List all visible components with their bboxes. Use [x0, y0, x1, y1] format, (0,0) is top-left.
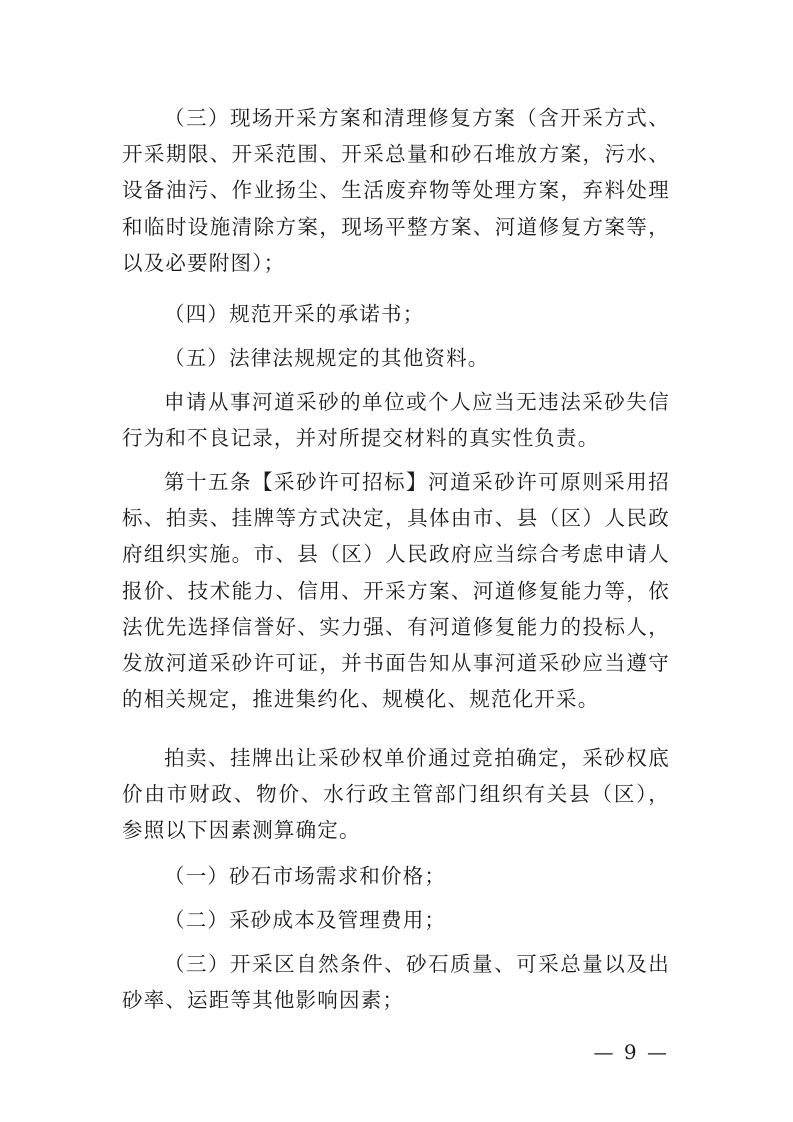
paragraph-article-15: 第十五条【采砂许可招标】河道采砂许可原则采用招标、拍卖、挂牌等方式决定，具体由市、县（区）人民政府组织实施。市、县（区）人民政府应当综合考虑申请人报价、技术能力、信用、开采方案、河道修复能力等，依法优先选择信誉好、实力强、有河道修复能力的投标人，发放河道采砂许可证，并书面告知从事河道采砂应当遵守的相关规定，推进集约化、规模化、规范化开采。 — [122, 470, 670, 712]
paragraph-mining-plan: （三）现场开采方案和清理修复方案（含开采方式、开采期限、开采范围、开采总量和砂石堆放方案，污水、设备油污、作业扬尘、生活废弃物等处理方案，弃料处理和临时设施清除方案，现场平整方案、河道修复方案等，以及必要附图）； — [122, 106, 670, 275]
paragraph-applicant-requirements: 申请从事河道采砂的单位或个人应当无违法采砂失信行为和不良记录，并对所提交材料的真实性负责。 — [122, 390, 670, 451]
paragraph-other-materials: （五）法律法规规定的其他资料。 — [164, 346, 490, 370]
paragraph-commitment-letter: （四）规范开采的承诺书； — [164, 302, 425, 326]
paragraph-auction-pricing: 拍卖、挂牌出让采砂权单价通过竞拍确定，采砂权底价由市财政、物价、水行政主管部门组织有关县（区），参照以下因素测算确定。 — [122, 746, 670, 843]
paragraph-factor-conditions: （三）开采区自然条件、砂石质量、可采总量以及出砂率、运距等其他影响因素； — [122, 952, 670, 1013]
paragraph-factor-market: （一）砂石市场需求和价格； — [164, 864, 447, 888]
page-number: — 9 — — [593, 1040, 669, 1064]
paragraph-factor-cost: （二）采砂成本及管理费用； — [164, 908, 447, 932]
